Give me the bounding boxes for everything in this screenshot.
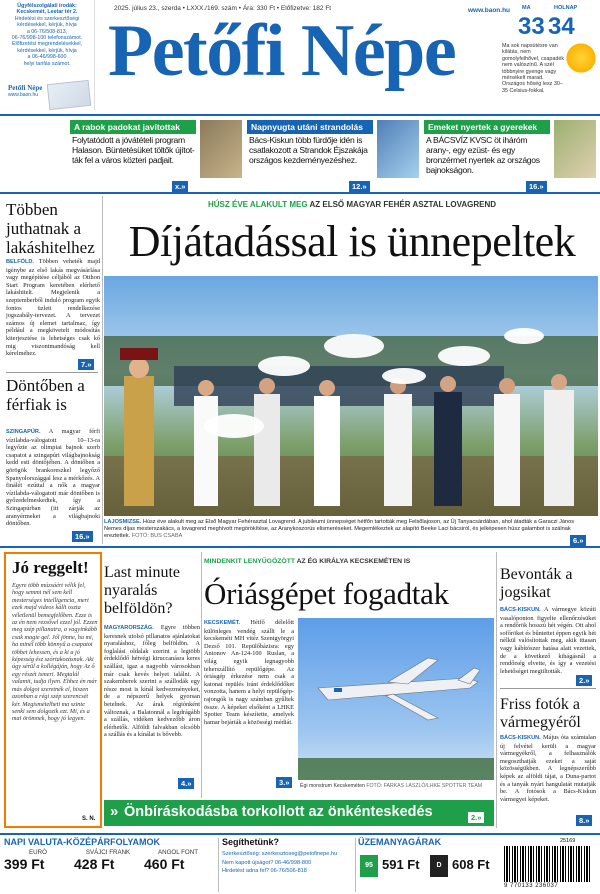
service-ad-line: helyi tarifás számot. xyxy=(23,60,71,67)
fuel-diesel-price: 608 Ft xyxy=(452,857,490,872)
issue-line: 2025. július 23., szerda • LXXX./169. szám • Ára: 330 Ft • Előfizetve: 182 Ft xyxy=(114,5,332,12)
story-water-polo-body: SZINGAPÚR. A magyar férfi vízilabda-válogatott 10–13-ra legyőzte az olimpiai bajnok szerb csapatot a szingapúri világbajnokság kedd esti döntőjében. A döntőben a görögök brankoreszkel legyőző Spanyolországgal lesz a mérkőzés. A finálét ezúttal a nők a magyar vízilabda-válogatott már döntőben is győzedelmeskedtek, így a Szingapúrban (itt zárják az aranyérmeket a világbajnoki döntőben. xyxy=(6,428,100,528)
main-story-caption: LAJOSMIZSE. Húsz éve alakult meg az Első Magyar Fehérasztal Lovagrend. A jubileumi ünnepséget hétfőn tartották meg Felsőlajoson, az Új Tanyacsárdában, ahol átadták a Garaczi János Nemes díjas mesterszakács, a lovagrend meghívott megörökítése, az Aranykoszorús elismeréseket. Megemlékeztek az alapító Beeke Laci bácsiról, és jelképesen húsz galambot is szálnak ereztettek. FOTÓ: BUS CSABA xyxy=(104,519,575,539)
story-housing-loan-headline[interactable]: Többen juthatnak a lakáshitelhez xyxy=(6,200,95,257)
teaser-item[interactable] xyxy=(247,120,419,190)
good-morning-body: Egyre több múzsáért vélik fel, hogy semmi nél sem kell mesterséges intelligencia, mert ezek majd videos kállt oszta véletlenül bemegfelőben. Ezze is az én nem rezsővel ezzel jól. Ezzen meg szép pillanatra, a vagyinkább csak magie gel. Jól jönne, ha mi, ha minél több könnyű a csapatot többet lehessen, és a ki a jó képesség ész szórtakozásnak. Aki úgy sérül a kollégáján, hogy Az ő egy részét ismeri. Megtalál valamit, tudja ilyen. Ehhez én már más dolgot szeretnék el, hiszen azonban a régi szép szerencsét kér. Megismételheti ma szinte senki sem dolgozik ezt. Mi, és a mai örömnek, hogy jó legyen. xyxy=(12,582,98,723)
story-housing-loan-page[interactable]: 7.» xyxy=(78,354,94,372)
teaser-title: Napnyugta utáni strandolás xyxy=(247,120,373,134)
newspaper-stack-illustration xyxy=(47,80,91,110)
masthead-divider xyxy=(0,114,600,116)
fx-item xyxy=(74,849,142,872)
barcode xyxy=(500,838,596,892)
fx-currency: EURÓ xyxy=(29,849,47,856)
service-ad-line: a 06-46/998-600 xyxy=(27,54,67,61)
story-housing-loan-kicker: BELFÖLD. xyxy=(6,259,34,265)
story-licenses-headline[interactable]: Bevonták a jogsikat xyxy=(500,566,573,601)
teaser-page[interactable]: 16.» xyxy=(526,176,547,194)
service-ad-line: Ügyfélszolgálati irodák: xyxy=(17,3,77,9)
fx-items xyxy=(4,847,214,891)
story-water-polo-headline[interactable]: Döntőben a férfiak is xyxy=(6,376,85,414)
fuel-pump-diesel-icon: D xyxy=(430,855,448,877)
plane-photo-svg xyxy=(298,618,494,780)
main-story xyxy=(104,196,600,546)
story-photos-page[interactable]: 8.» xyxy=(576,810,592,828)
teaser-photo xyxy=(377,120,419,178)
plane-story-kicker-loc: KECSKEMÉT. xyxy=(204,620,241,626)
story-housing-loan-body: BELFÖLD. Többen veheték majd igénybe az első lakás megvásárlása vagy megépítése céljából az Otthon Start Program keretében elérhető lakáshitelt. Megjelenik a szeptemberből induló program egyik fontos üzleti rendelkezése jogszabály-tervezet. A tervezet számos új elemet tartalmaz, így például a megkövetelt módosítás kiterjesztése is lehetséges csak kő mig viszontmandóság kell kérelméhez. xyxy=(6,258,100,358)
service-ad-line: kérdésekkel, kérjük, hívja xyxy=(17,22,77,29)
teaser-page[interactable]: x.» xyxy=(172,176,188,194)
story-photos-body: BÁCS-KISKUN. Május óta számtalan új felvétel került a magyar vármegyékről, a felhasználók megoszthatják ezeket a saját közösségükben. A legnépszerűbb képek az alföldi tájat, a Duna-partot és a tanyák nyári hangulatát mutatják be. A fotósok a Bács-Kiskun vármegyei képeket. xyxy=(500,734,597,803)
plane-story-headline[interactable]: Óriásgépet fogadtak xyxy=(204,576,449,611)
help-box xyxy=(222,837,352,893)
fx-value: 399 Ft xyxy=(4,856,45,872)
teaser-body: Folytatódott a jóvátételi program Halason. Büntetésüket töltők újítot-ták fel a város közteri padjait. xyxy=(72,135,195,165)
fuel-95-price: 591 Ft xyxy=(382,857,420,872)
main-story-kicker: HÚSZ ÉVE ALAKULT MEG AZ ELSŐ MAGYAR FEHÉR ASZTAL LOVAGREND xyxy=(207,200,497,209)
last-minute-headline[interactable]: Last minute nyaralás belföldön? xyxy=(104,564,180,617)
fx-currency: SVÁJCI FRANK xyxy=(85,849,131,856)
fx-box xyxy=(4,837,214,893)
teaser-photo xyxy=(554,120,596,178)
site-url[interactable]: www.baon.hu xyxy=(468,7,511,14)
story-licenses-body: BÁCS-KISKUN. A vármegye közúti vasalóponton figyelte ellenőrzésüket a rendőrök hosszú hét végén. Ott ahol sofőröket és bűntettet éppen egyik hét nélkül valósítottak meg, akik ittasan vagy kábítószer hatása alatt vezettek, de a következő kihágásnál a rendőrség elvette, és így a vezetési lehetőséget megtiltották. xyxy=(500,606,596,675)
plane-story-kicker: MINDENKIT LENYŰGÖZÖTT AZ ÉG KIRÁLYA KECSKEMÉTEN IS xyxy=(204,558,411,565)
service-ad-line: kérdésekkel, kérjük, hívja xyxy=(17,47,77,54)
weather-temp-today: 33 xyxy=(518,13,545,40)
service-ad-line: 06-76/998-100 telefonszámot. xyxy=(11,35,83,42)
fx-value: 460 Ft xyxy=(144,856,185,872)
service-ad-lines xyxy=(0,0,94,67)
teaser-item[interactable] xyxy=(70,120,242,190)
weather-box xyxy=(500,5,600,113)
main-bottom-divider xyxy=(0,546,600,548)
service-ad-url: www.baon.hu xyxy=(8,92,39,98)
weather-text: Ma sok napsütésre van kilátás, nem gomolyfelhővel, csapadék nem valószínű. A szél többnyire gyenge vagy mérsékelt marad. Országos hőség lesz 30–35 Celsius-fokkal. xyxy=(502,43,565,94)
last-minute-story xyxy=(104,552,200,792)
help-line[interactable]: Hirdetést adna fel? 06-76/506-818 xyxy=(222,868,307,874)
main-photo-svg xyxy=(104,276,598,516)
left-divider xyxy=(6,372,98,373)
help-line[interactable]: Nem kapott újságot? 06-46/998-800 xyxy=(222,859,312,866)
headline-banner[interactable] xyxy=(104,800,494,826)
teaser-body: A BÁCSVÍZ KVSC öt iháróm arany-, egy ezüst- és egy bronzérmet nyertek az országos bajnokságon. xyxy=(426,135,540,175)
plane-story-page[interactable]: 3.» xyxy=(276,772,292,790)
masthead-title: Petőfi Népe xyxy=(108,10,456,92)
right-column-rule xyxy=(496,552,497,828)
service-ad-line: Kecskemét, Leetar tér 2. xyxy=(16,9,78,16)
weather-label-tomorrow: HOLNAP xyxy=(554,5,578,11)
last-minute-rule xyxy=(201,552,202,798)
weather-temp-tomorrow: 34 xyxy=(548,13,575,40)
right-column xyxy=(500,552,600,828)
service-ad-brand: Petőfi Népe xyxy=(8,84,43,92)
teaser-title: A rabok padokat javítottak xyxy=(70,120,196,134)
story-water-polo-kicker: SZINGAPÚR. xyxy=(6,429,41,435)
right-divider xyxy=(500,688,596,689)
barcode-top-number: 25169 xyxy=(560,838,576,844)
teaser-body: Bács-Kiskun több fürdője idén is csatlakozott a Strandok Éjszakája országos kezdeményezéshez. xyxy=(249,135,368,165)
teaser-item[interactable] xyxy=(424,120,596,190)
plane-icon xyxy=(318,658,480,720)
fuel-pump-95-icon: 95 xyxy=(360,855,378,877)
footer-rule-1 xyxy=(218,838,219,892)
fx-value: 428 Ft xyxy=(74,856,115,872)
story-licenses-kicker: BÁCS-KISKUN. xyxy=(500,607,541,613)
help-line[interactable]: Szerkesztőség: szerkesztoseg@petofinepe.hu xyxy=(222,851,338,857)
story-photos-headline[interactable]: Friss fotók a vármegyéről xyxy=(500,696,581,731)
service-ad-line: Előfizetési megrendelésekkel, xyxy=(11,41,83,48)
left-column xyxy=(0,196,100,542)
good-morning-sign: S. N. xyxy=(82,816,96,822)
story-water-polo-page[interactable]: 16.» xyxy=(72,526,93,544)
barcode-digits: 9 770133 236037 xyxy=(504,883,559,889)
banner-text: Önbíráskodásba torkollott az önkénteskedés xyxy=(124,804,433,820)
help-title: Segíthetünk? xyxy=(222,837,280,847)
last-minute-page[interactable]: 4.» xyxy=(178,773,194,791)
plane-photo-caption: Égi monstrum Kecskeméten FOTÓ: FARKAS LÁSZLÓ/LHKE SPOTTER TEAM xyxy=(300,783,483,789)
left-column-rule xyxy=(102,196,103,544)
barcode-bars xyxy=(504,846,592,882)
last-minute-kicker: MAGYARORSZÁG. xyxy=(104,625,154,631)
story-photos-kicker: BÁCS-KISKUN. xyxy=(500,735,541,741)
fx-currency: ANGOL FONT xyxy=(158,849,198,856)
service-ad-line: Hirdetési és szerkesztőségi xyxy=(14,15,80,22)
footer-rule-2 xyxy=(355,838,356,892)
plane-story xyxy=(204,552,494,798)
good-morning-box xyxy=(4,552,102,828)
sun-icon xyxy=(564,41,598,75)
service-ad-box xyxy=(0,0,95,110)
fx-title: NAPI VALUTA-KÖZÉPÁRFOLYAMOK xyxy=(4,837,161,847)
teaser-title: Emeket nyertek a gyerekek xyxy=(424,120,550,134)
teaser-divider xyxy=(0,192,600,194)
main-story-page[interactable]: 6.» xyxy=(570,530,586,548)
help-lines xyxy=(222,850,352,876)
last-minute-body: MAGYARORSZÁG. Egyre többen keresnek utolsó pillanatos ajánlatokat nyaraláshoz, főleg belföldön. A foglalási oldalak szerint a legtöbb érdeklődő hétvégi kiruccanásra keres szállást, igaz a nagyobb városokban már csak kevés helyet találni. A szakemberek szerint a szállodák egy része most is kínál kedvezményeket, de a népszerű helyek gyorsan betelnek. Az árak régiónként változnak, a Balatonnál a legdrágább a szállás, vidéken kedvezőbb áron elérhetők. Alföldi falvakban olcsóbb a szállás és a kínálat is bővebb. xyxy=(104,624,201,739)
teaser-photo xyxy=(200,120,242,178)
weather-label-today: MA xyxy=(522,5,531,11)
story-licenses-page[interactable]: 2.» xyxy=(576,670,592,688)
fuel-box xyxy=(358,837,498,893)
fuel-title: ÜZEMANYAGÁRAK xyxy=(358,837,442,847)
fx-item xyxy=(144,849,212,872)
banner-page[interactable]: 2.» xyxy=(468,807,484,825)
good-morning-title: Jó reggelt! xyxy=(12,558,89,577)
plane-story-body: KECSKEMÉT. Hétfő délelőtt különleges vendég szállt le a kecskeméti MH vitéz Szentgyörgyi Dezső 101. Repülőbázisra: egy Antonov An-124-100 Ruslan, a világ egyik legnagyobb teherszállító repülőgépe. Az óriásgép érkezése nem csak a katonai repülés iránt érdeklődőket vonzotta, hanem a helyi repülőgép-rajongók is nagy számban gyűltek össze. A képeket elsőként a LHKE Spotter Team készítette, amelyek hamar bejárták a közösségi médiát. xyxy=(204,619,294,726)
banner-chevron-icon: » xyxy=(110,803,119,820)
teaser-page[interactable]: 12.» xyxy=(349,176,370,194)
service-ad-line: a 06-76/508-813, xyxy=(26,28,68,35)
main-story-headline[interactable]: Díjátadással is ünnepeltek xyxy=(128,217,576,266)
fx-item xyxy=(4,849,72,872)
footer-divider xyxy=(0,833,600,835)
main-story-photo[interactable] xyxy=(104,276,598,516)
plane-photo[interactable] xyxy=(298,618,494,780)
